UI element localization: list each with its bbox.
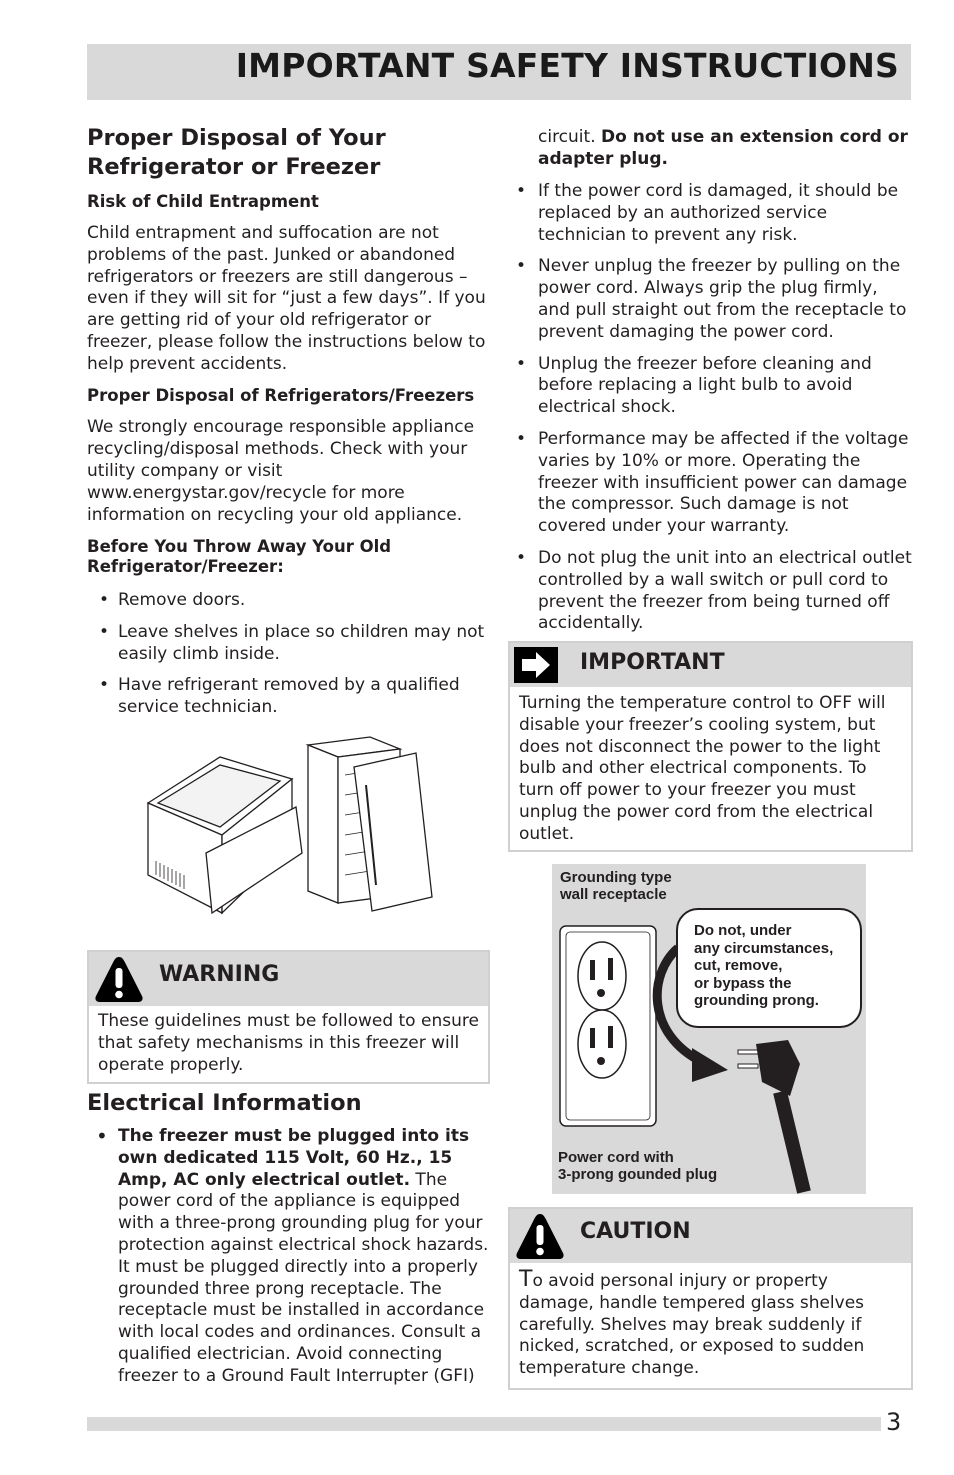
header-bar xyxy=(87,44,911,100)
circuit-continuation xyxy=(538,127,912,171)
caution-header xyxy=(510,1209,911,1263)
warning-title: WARNING xyxy=(159,962,280,987)
arrow-right-icon xyxy=(514,647,558,683)
list-item: • If the power cord is damaged, it should be replaced by an authorized service technician to prevent any risk. xyxy=(508,181,912,246)
important-header xyxy=(510,643,911,687)
electrical-safety-list xyxy=(508,181,912,635)
list-item: • Never unplug the freezer by pulling on the power cord. Always grip the plug firmly, and pull straight out from the receptacle to prevent damaging the power cord. xyxy=(508,256,912,343)
page-title: IMPORTANT SAFETY INSTRUCTIONS xyxy=(235,46,899,85)
electrical-section-title: Electrical Information xyxy=(87,1090,362,1116)
callout-text: Do not, under any circumstances, cut, remove, or bypass the grounding prong. xyxy=(694,922,834,1009)
footer-bar xyxy=(87,1417,881,1431)
plug-icon xyxy=(738,1040,804,1192)
upright-freezer-side xyxy=(308,745,338,903)
caution-text: o avoid personal injury or property damage, handle tempered glass shelves carefully. Shelves may break suddenly if nicked, scratched, or exposed to sudden temperature change. xyxy=(519,1271,865,1379)
warning-triangle-icon xyxy=(93,954,145,1004)
warning-header xyxy=(89,952,488,1006)
risk-paragraph: Child entrapment and suffocation are not problems of the past. Junked or abandoned refrigerators or freezers are still dangerous – even if they will sit for “just a few days”. If you are getting rid of your old refrigerator or freezer, please follow the instructions below to help prevent accidents. xyxy=(87,223,486,374)
grounding-callout xyxy=(676,908,862,1028)
before-throw-away-heading: Before You Throw Away Your Old Refrigerator/Freezer: xyxy=(87,537,392,576)
caution-text-block xyxy=(510,1263,911,1386)
proper-disposal-paragraph-2: www.energystar.gov/recycle for more information on recycling your old appliance. xyxy=(87,483,463,525)
important-title: IMPORTANT xyxy=(580,650,725,675)
caution-title: CAUTION xyxy=(580,1219,691,1244)
circuit-text: circuit. xyxy=(538,127,602,147)
electrical-text: The power cord of the appliance is equipped with a three-prong grounding plug for your protection against electrical shock hazards. It must be plugged directly into a properly grounded three prong receptacle. The receptacle must be installed in accordance with local codes and ordinances. Consult a qualified electrician. Avoid connecting freezer to a Ground Fault Interrupter (GFI) xyxy=(118,1169,489,1386)
outlet-bottom xyxy=(578,1010,626,1078)
caution-triangle-icon xyxy=(514,1211,566,1261)
list-item: • Leave shelves in place so children may not easily climb inside. xyxy=(87,622,487,666)
list-item: • Do not plug the unit into an electrical outlet controlled by a wall switch or pull cord to prevent the freezer from being turned off accidentally. xyxy=(508,548,912,635)
proper-disposal-paragraph-1: We strongly encourage responsible appliance recycling/disposal methods. Check with your utility company or visit xyxy=(87,417,475,481)
proper-disposal-heading: Proper Disposal of Refrigerators/Freezers xyxy=(87,386,475,405)
important-text: Turning the temperature control to OFF will disable your freezer’s cooling system, but does not disconnect the power to the light bulb and other electrical components. To turn off power to your freezer you must unplug the power cord from the electrical outlet. xyxy=(519,693,886,844)
before-throw-away-list xyxy=(87,590,487,719)
list-item: • Unplug the freezer before cleaning and before replacing a light bulb to avoid electrical shock. xyxy=(508,354,912,419)
receptacle-label: Grounding type wall receptacle xyxy=(560,869,672,903)
outlet-top xyxy=(578,942,626,1010)
caution-box xyxy=(508,1207,913,1390)
disposal-section-title: Proper Disposal of Your Refrigerator or Freezer xyxy=(87,125,386,180)
list-item: • Performance may be affected if the voltage varies by 10% or more. Operating the freezer with insufficient power can damage the compressor. Such damage is not covered under your warranty. xyxy=(508,429,912,538)
list-item: • Remove doors. xyxy=(87,590,487,612)
electrical-bullet xyxy=(87,1126,489,1388)
electrical-bold-text: The freezer must be plugged into its own dedicated 115 Volt, 60 Hz., 15 Amp, AC only electrical outlet. xyxy=(118,1126,470,1190)
power-cord-label: Power cord with 3-prong gounded plug xyxy=(558,1149,718,1183)
important-box xyxy=(508,641,913,852)
grounding-figure xyxy=(552,864,866,1194)
warning-text: These guidelines must be followed to ensure that safety mechanisms in this freezer will operate properly. xyxy=(98,1011,479,1075)
warning-box xyxy=(87,950,490,1084)
page-number: 3 xyxy=(886,1408,902,1436)
bullet-dot: • xyxy=(96,1124,108,1148)
risk-heading: Risk of Child Entrapment xyxy=(87,192,319,211)
appliance-disposal-illustration xyxy=(140,735,440,915)
list-item: • Have refrigerant removed by a qualified service technician. xyxy=(87,675,487,719)
circuit-bold-text: Do not use an extension cord or adapter plug. xyxy=(538,127,908,169)
caution-drop-letter: T xyxy=(519,1267,533,1292)
